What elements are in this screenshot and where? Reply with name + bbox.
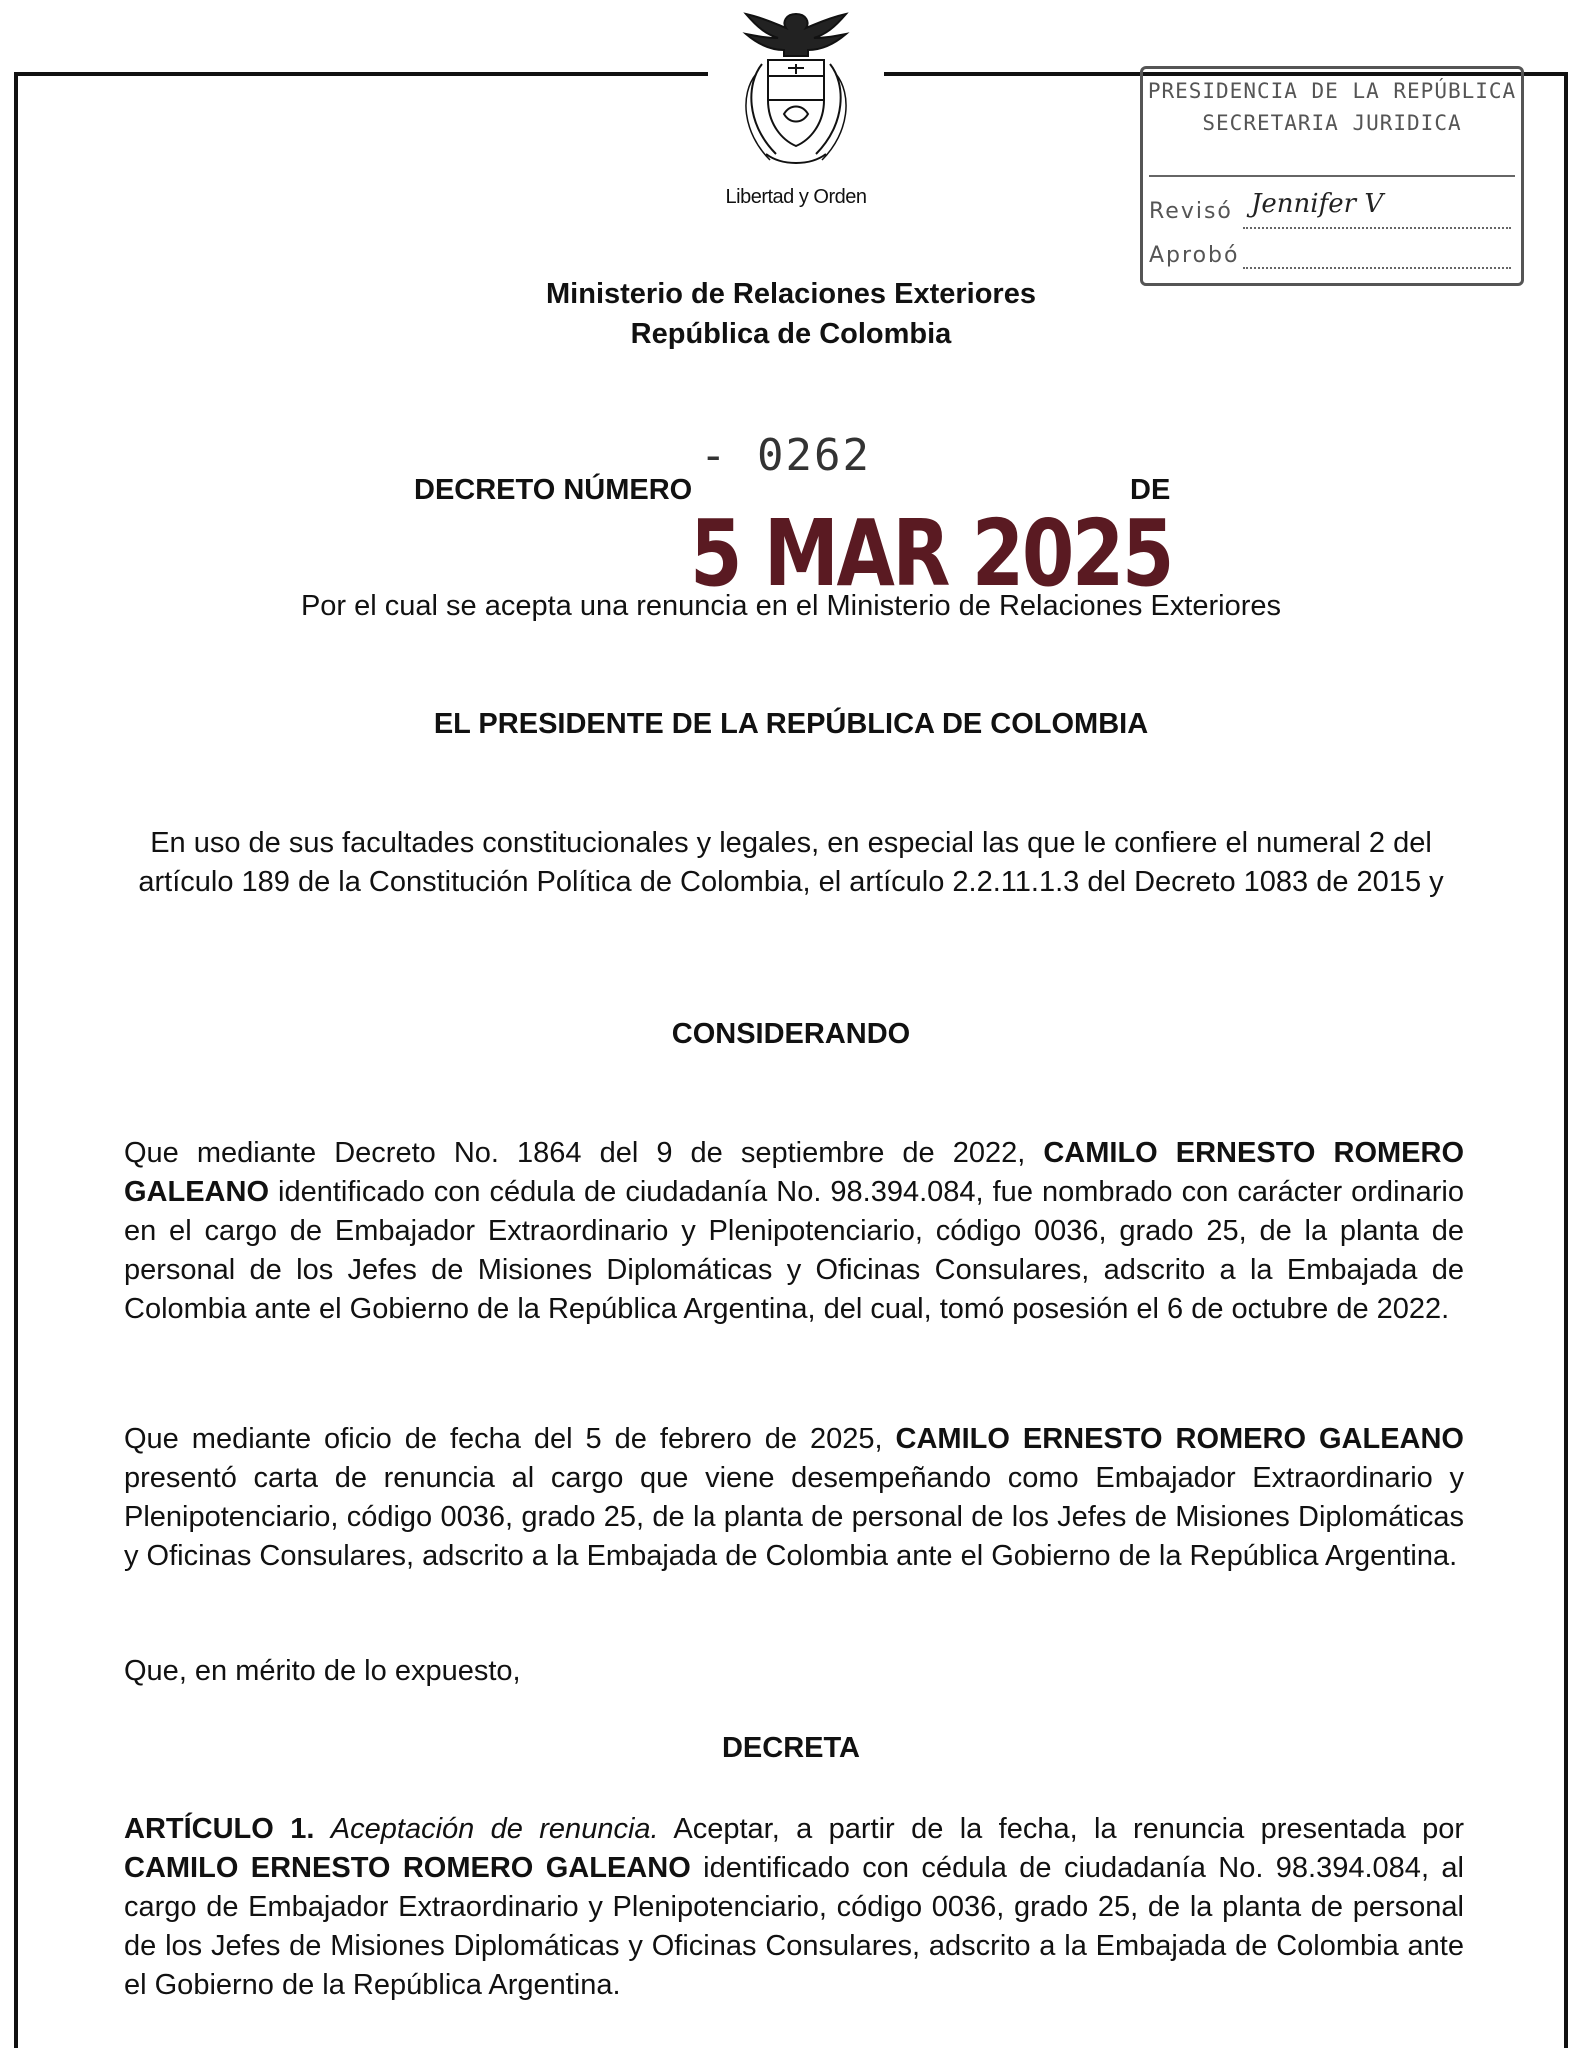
- coat-of-arms-icon: [706, 4, 886, 174]
- decree-subtitle: Por el cual se acepta una renuncia en el Ministerio de Relaciones Exteriores: [300, 590, 1282, 622]
- stamp-line-2: SECRETARIA JURIDICA: [1202, 111, 1462, 135]
- article-1-label: ARTÍCULO 1.: [124, 1813, 315, 1845]
- article-1: [124, 1810, 1464, 2005]
- para1-text-b: identificado con cédula de ciudadanía No. 98.394.084, fue nombrado con carácter ordinario en el cargo de Embajador Extraordinario y Plenipotenciario, código 0036, grado 25, de la planta de personal de los Jefes de Misiones Diplomáticas y Oficinas Consulares, adscrito a la Embajada de Colombia ante el Gobierno de la República Argentina, del cual, tomó posesión el 6 de octubre de 2022.: [124, 1176, 1464, 1325]
- republic-heading: República de Colombia: [630, 318, 952, 350]
- para2-name: CAMILO ERNESTO ROMERO GALEANO: [895, 1423, 1464, 1455]
- ministry-heading: Ministerio de Relaciones Exteriores: [546, 278, 1036, 310]
- considerando-paragraph-2: [124, 1420, 1464, 1576]
- para1-name: CAMILO ERNESTO ROMERO GALEANO: [124, 1137, 1464, 1208]
- facultades-paragraph: En uso de sus facultades constitucionales y legales, en especial las que le confiere el numeral 2 del artículo 189 de la Constitución Política de Colombia, el artículo 2.2.11.1.3 del Decreto 1083 de 2015 y: [138, 827, 1444, 898]
- article-1-text-a: Aceptar, a partir de la fecha, la renuncia presentada por: [658, 1813, 1465, 1845]
- stamp-line-1: PRESIDENCIA DE LA REPÚBLICA: [1147, 79, 1517, 103]
- para2-text-a: Que mediante oficio de fecha del 5 de febrero de 2025,: [124, 1423, 896, 1455]
- decree-date-stamp: 5 MAR 2025: [690, 500, 1172, 607]
- decree-de-label: DE: [1130, 474, 1171, 506]
- considerando-heading: CONSIDERANDO: [671, 1018, 911, 1050]
- frame-top-rule-left: [14, 72, 708, 76]
- article-1-name: CAMILO ERNESTO ROMERO GALEANO: [124, 1852, 691, 1884]
- stamp-aprobo-label: Aprobó: [1149, 243, 1240, 268]
- decree-number-handwritten: - 0262: [700, 430, 871, 481]
- frame-right-rule: [1564, 72, 1568, 2048]
- para1-text-a: Que mediante Decreto No. 1864 del 9 de septiembre de 2022,: [124, 1137, 1044, 1169]
- secretaria-juridica-stamp: [1140, 66, 1524, 286]
- article-1-text-b: identificado con cédula de ciudadanía No. 98.394.084, al cargo de Embajador Extraordinario y Plenipotenciario, código 0036, grado 25, de la planta de personal de los Jefes de Misiones Diplomáticas y Oficinas Consulares, adscrito a la Embajada de Colombia ante el Gobierno de la República Argentina.: [124, 1852, 1464, 2001]
- decree-number-label: DECRETO NÚMERO: [414, 474, 693, 506]
- para2-text-b: presentó carta de renuncia al cargo que viene desempeñando como Embajador Extraordinario y Plenipotenciario, código 0036, grado 25, de la planta de personal de los Jefes de Misiones Diplomáticas y Oficinas Consulares, adscrito a la Embajada de Colombia ante el Gobierno de la República Argentina.: [124, 1462, 1464, 1572]
- president-heading: EL PRESIDENTE DE LA REPÚBLICA DE COLOMBIA: [433, 708, 1149, 740]
- motto: Libertad y Orden: [725, 186, 867, 208]
- stamp-reviso-label: Revisó: [1149, 199, 1233, 224]
- stamp-reviso-line: [1243, 227, 1511, 229]
- decreta-heading: DECRETA: [721, 1732, 861, 1764]
- stamp-rule: [1149, 175, 1515, 177]
- stamp-reviso-signature: Jennifer V: [1251, 189, 1384, 219]
- considerando-paragraph-1: [124, 1134, 1464, 1329]
- article-1-title: Aceptación de renuncia.: [330, 1813, 659, 1845]
- stamp-aprobo-line: [1243, 267, 1511, 269]
- considerando-paragraph-3: Que, en mérito de lo expuesto,: [124, 1655, 521, 1687]
